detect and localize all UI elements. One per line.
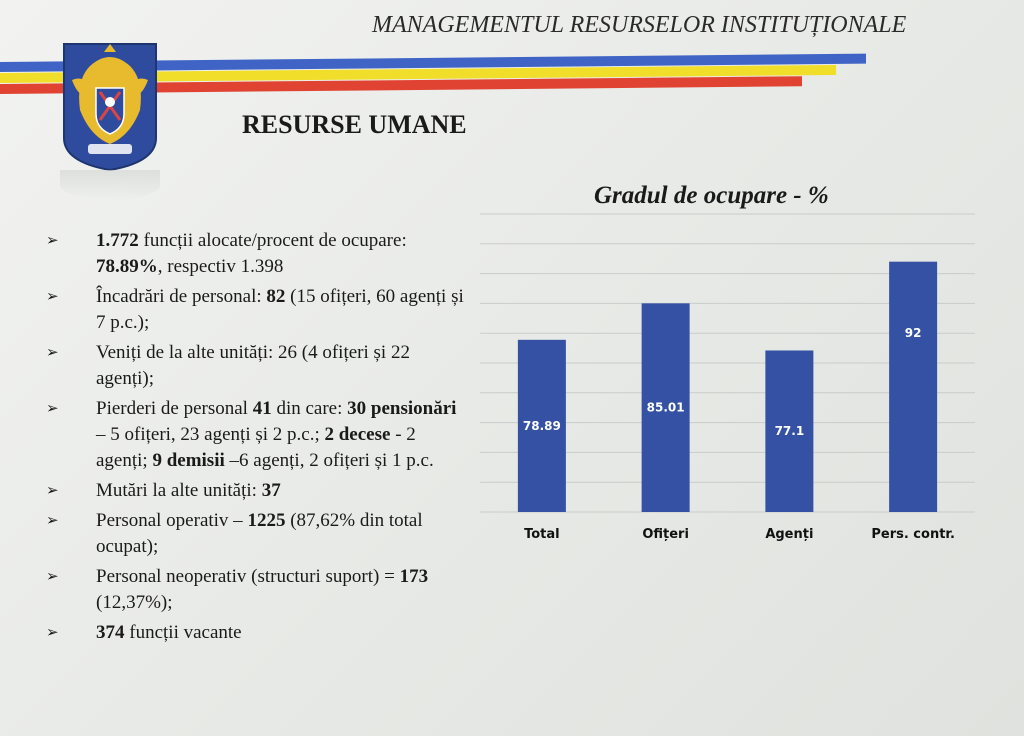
bullet-item — [46, 284, 466, 336]
category-label: Pers. contr. — [871, 527, 955, 542]
bullet-item — [46, 228, 466, 280]
bullet-text-segment: 374 — [96, 622, 125, 643]
bullet-text-segment: (15 ofițeri, 60 agenți și 7 p.c.); — [96, 286, 464, 333]
coat-of-arms-icon — [60, 40, 160, 172]
bullet-text-segment: 41 — [252, 398, 272, 419]
data-label: 78.89 — [522, 418, 561, 433]
bullet-item — [46, 396, 466, 474]
bullet-item — [46, 620, 466, 646]
arrowhead-bullet-icon: ➢ — [46, 345, 59, 361]
data-label: 92 — [904, 325, 922, 340]
bullet-text-segment: , respectiv 1.398 — [157, 256, 284, 277]
bullet-item — [46, 508, 466, 560]
bullet-text-segment: funcții vacante — [124, 622, 242, 643]
chart-title: Gradul de ocupare - % — [594, 182, 829, 209]
bullet-item — [46, 478, 466, 504]
arrowhead-bullet-icon: ➢ — [46, 233, 59, 249]
bar-3 — [889, 262, 937, 512]
emblem-reflection — [60, 170, 160, 200]
bullet-list — [46, 228, 466, 650]
bullet-text-segment: funcții alocate/procent de ocupare: — [138, 230, 407, 251]
category-label: Ofițeri — [642, 527, 689, 542]
category-label: Total — [524, 527, 560, 542]
bullet-text-segment: 1225 — [247, 510, 286, 531]
bullet-text-segment: Mutări la alte unități: — [96, 480, 262, 501]
bullet-text-segment: Personal neoperativ (structuri suport) = — [96, 566, 400, 587]
bullet-text-segment: –6 agenți, 2 ofițeri și 1 p.c. — [224, 450, 434, 471]
bullet-text-segment: 30 pensionări — [347, 398, 457, 419]
bullet-item — [46, 564, 466, 616]
bullet-text-segment: 1.772 — [96, 230, 139, 251]
bullet-text-segment: (12,37%); — [96, 592, 173, 613]
arrowhead-bullet-icon: ➢ — [46, 513, 59, 529]
bullet-text-segment: (87,62% din total ocupat); — [96, 510, 423, 557]
bullet-text-segment: din care: — [271, 398, 348, 419]
section-title: RESURSE UMANE — [242, 110, 467, 139]
arrowhead-bullet-icon: ➢ — [46, 401, 59, 417]
arrowhead-bullet-icon: ➢ — [46, 483, 59, 499]
bullet-text-segment: 173 — [399, 566, 429, 587]
bullet-item — [46, 340, 466, 392]
arrowhead-bullet-icon: ➢ — [46, 569, 59, 585]
bullet-text-segment: Personal operativ – — [96, 510, 248, 531]
bullet-text-segment: Încadrări de personal: — [96, 286, 267, 307]
bullet-text-segment: Veniți de la alte unități: 26 (4 ofițeri și 22 agenți); — [96, 342, 410, 389]
data-label: 85.01 — [646, 400, 685, 415]
bar-chart — [470, 200, 990, 560]
data-label: 77.1 — [774, 424, 805, 439]
bullet-text-segment: 2 decese — [324, 424, 391, 445]
bullet-text-segment: - 2 agenți; — [96, 424, 416, 471]
category-label: Agenți — [765, 527, 814, 542]
bullet-text-segment: – 5 ofițeri, 23 agenți și 2 p.c.; — [96, 424, 325, 445]
bullet-text-segment: 82 — [266, 286, 286, 307]
header-title: MANAGEMENTUL RESURSELOR INSTITUȚIONALE — [372, 12, 907, 38]
bullet-text-segment: 37 — [261, 480, 281, 501]
bullet-text-segment: 9 demisii — [152, 450, 225, 471]
arrowhead-bullet-icon: ➢ — [46, 625, 59, 641]
arrowhead-bullet-icon: ➢ — [46, 289, 59, 305]
bullet-text-segment: Pierderi de personal — [96, 398, 253, 419]
bullet-text-segment: 78.89% — [96, 256, 158, 277]
